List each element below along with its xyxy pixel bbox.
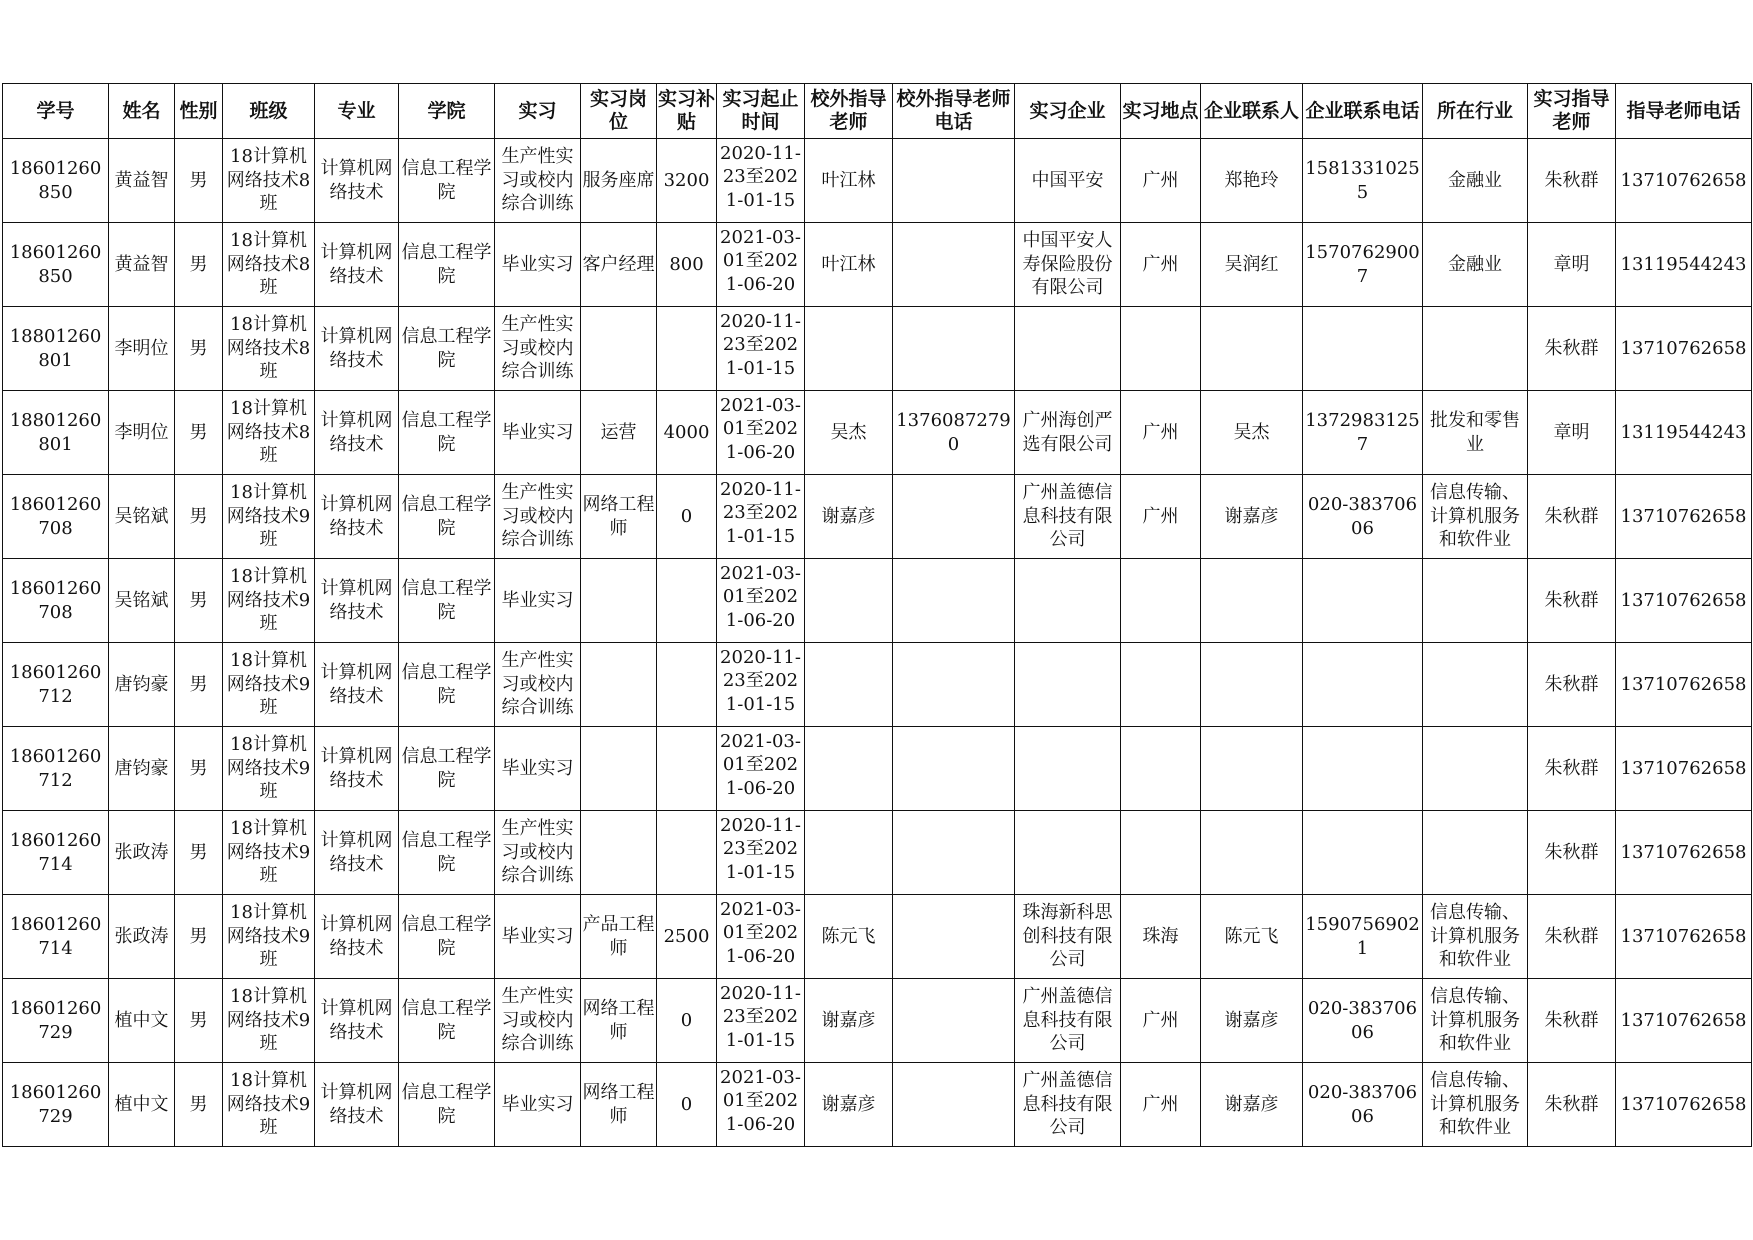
cell-major: 计算机网络技术 <box>315 139 399 223</box>
cell-college: 信息工程学院 <box>399 895 495 979</box>
cell-student-id: 18601260729 <box>3 979 109 1063</box>
cell-tutor: 章明 <box>1528 391 1616 475</box>
cell-subsidy <box>657 811 717 895</box>
cell-gender: 男 <box>175 979 223 1063</box>
cell-internship-type: 生产性实习或校内综合训练 <box>495 475 581 559</box>
cell-internship-type: 生产性实习或校内综合训练 <box>495 811 581 895</box>
cell-external-tutor: 吴杰 <box>805 391 893 475</box>
col-tutor-phone: 指导老师电话 <box>1616 84 1752 139</box>
header-row <box>3 84 1752 139</box>
cell-company-phone <box>1303 307 1423 391</box>
cell-external-tutor-phone <box>893 307 1015 391</box>
cell-college: 信息工程学院 <box>399 727 495 811</box>
cell-name: 黄益智 <box>109 139 175 223</box>
cell-tutor: 朱秋群 <box>1528 643 1616 727</box>
table-row <box>3 307 1752 391</box>
cell-external-tutor-phone <box>893 223 1015 307</box>
col-company-contact: 企业联系人 <box>1201 84 1303 139</box>
period-text: 2020-11-23至2021-01-15 <box>720 478 801 547</box>
period-text: 2020-11-23至2021-01-15 <box>720 310 801 379</box>
cell-subsidy: 800 <box>657 223 717 307</box>
cell-gender: 男 <box>175 307 223 391</box>
table-row <box>3 979 1752 1063</box>
cell-internship-type: 生产性实习或校内综合训练 <box>495 307 581 391</box>
cell-college: 信息工程学院 <box>399 559 495 643</box>
cell-company-contact <box>1201 559 1303 643</box>
cell-name: 张政涛 <box>109 895 175 979</box>
cell-position: 产品工程师 <box>581 895 657 979</box>
cell-name: 李明位 <box>109 391 175 475</box>
table-row <box>3 727 1752 811</box>
cell-gender: 男 <box>175 559 223 643</box>
cell-tutor: 章明 <box>1528 223 1616 307</box>
cell-external-tutor-phone <box>893 643 1015 727</box>
period-text: 2021-03-01至2021-06-20 <box>720 898 801 967</box>
cell-location: 广州 <box>1121 139 1201 223</box>
cell-company-contact: 谢嘉彦 <box>1201 1063 1303 1147</box>
col-external-tutor-phone: 校外指导老师电话 <box>893 84 1015 139</box>
cell-tutor: 朱秋群 <box>1528 559 1616 643</box>
cell-major: 计算机网络技术 <box>315 979 399 1063</box>
period-text: 2020-11-23至2021-01-15 <box>720 814 801 883</box>
cell-location: 广州 <box>1121 1063 1201 1147</box>
col-external-tutor: 校外指导老师 <box>805 84 893 139</box>
cell-tutor-phone: 13710762658 <box>1616 727 1752 811</box>
cell-college: 信息工程学院 <box>399 979 495 1063</box>
cell-tutor-phone: 13710762658 <box>1616 475 1752 559</box>
cell-class: 18计算机网络技术9班 <box>223 727 315 811</box>
cell-industry <box>1423 307 1528 391</box>
cell-major: 计算机网络技术 <box>315 223 399 307</box>
cell-external-tutor: 叶江林 <box>805 139 893 223</box>
cell-location: 广州 <box>1121 391 1201 475</box>
period-text: 2020-11-23至2021-01-15 <box>720 142 801 211</box>
cell-student-id: 18601260714 <box>3 811 109 895</box>
table-row <box>3 223 1752 307</box>
cell-location <box>1121 307 1201 391</box>
cell-major: 计算机网络技术 <box>315 391 399 475</box>
cell-college: 信息工程学院 <box>399 643 495 727</box>
cell-external-tutor <box>805 307 893 391</box>
period-text: 2021-03-01至2021-06-20 <box>720 730 801 799</box>
cell-student-id: 18601260708 <box>3 475 109 559</box>
cell-internship-type: 毕业实习 <box>495 391 581 475</box>
col-major: 专业 <box>315 84 399 139</box>
cell-external-tutor <box>805 811 893 895</box>
cell-gender: 男 <box>175 1063 223 1147</box>
cell-period <box>717 559 805 643</box>
cell-subsidy: 3200 <box>657 139 717 223</box>
cell-external-tutor-phone <box>893 895 1015 979</box>
table-row <box>3 811 1752 895</box>
cell-subsidy: 4000 <box>657 391 717 475</box>
cell-position <box>581 727 657 811</box>
cell-company-contact <box>1201 307 1303 391</box>
cell-external-tutor-phone <box>893 979 1015 1063</box>
cell-student-id: 18601260712 <box>3 643 109 727</box>
cell-external-tutor-phone <box>893 139 1015 223</box>
cell-company-phone <box>1303 727 1423 811</box>
cell-internship-type: 毕业实习 <box>495 1063 581 1147</box>
col-position: 实习岗位 <box>581 84 657 139</box>
cell-company-phone: 020-38370606 <box>1303 1063 1423 1147</box>
cell-company-phone: 020-38370606 <box>1303 979 1423 1063</box>
cell-location: 广州 <box>1121 223 1201 307</box>
cell-internship-type: 生产性实习或校内综合训练 <box>495 643 581 727</box>
cell-tutor: 朱秋群 <box>1528 727 1616 811</box>
cell-external-tutor <box>805 643 893 727</box>
cell-gender: 男 <box>175 727 223 811</box>
cell-period <box>717 475 805 559</box>
period-text: 2021-03-01至2021-06-20 <box>720 1066 801 1135</box>
cell-name: 张政涛 <box>109 811 175 895</box>
cell-college: 信息工程学院 <box>399 307 495 391</box>
cell-tutor-phone: 13119544243 <box>1616 391 1752 475</box>
cell-major: 计算机网络技术 <box>315 1063 399 1147</box>
cell-external-tutor-phone <box>893 475 1015 559</box>
cell-company-phone <box>1303 643 1423 727</box>
cell-subsidy <box>657 727 717 811</box>
cell-period <box>717 643 805 727</box>
cell-company-phone: 15813310255 <box>1303 139 1423 223</box>
cell-company-contact <box>1201 727 1303 811</box>
cell-tutor: 朱秋群 <box>1528 811 1616 895</box>
cell-major: 计算机网络技术 <box>315 727 399 811</box>
cell-location: 广州 <box>1121 979 1201 1063</box>
cell-position: 网络工程师 <box>581 475 657 559</box>
col-period: 实习起止时间 <box>717 84 805 139</box>
cell-name: 植中文 <box>109 979 175 1063</box>
cell-location: 广州 <box>1121 475 1201 559</box>
cell-class: 18计算机网络技术9班 <box>223 811 315 895</box>
cell-position <box>581 643 657 727</box>
cell-company-contact: 吴杰 <box>1201 391 1303 475</box>
cell-college: 信息工程学院 <box>399 475 495 559</box>
cell-student-id: 18601260712 <box>3 727 109 811</box>
cell-internship-type: 生产性实习或校内综合训练 <box>495 979 581 1063</box>
cell-location <box>1121 643 1201 727</box>
cell-class: 18计算机网络技术9班 <box>223 643 315 727</box>
col-subsidy: 实习补贴 <box>657 84 717 139</box>
col-industry: 所在行业 <box>1423 84 1528 139</box>
cell-position: 客户经理 <box>581 223 657 307</box>
cell-external-tutor-phone <box>893 559 1015 643</box>
col-college: 学院 <box>399 84 495 139</box>
cell-tutor-phone: 13710762658 <box>1616 139 1752 223</box>
cell-external-tutor: 谢嘉彦 <box>805 1063 893 1147</box>
cell-company <box>1015 727 1121 811</box>
cell-class: 18计算机网络技术9班 <box>223 979 315 1063</box>
col-tutor: 实习指导老师 <box>1528 84 1616 139</box>
cell-period <box>717 811 805 895</box>
cell-external-tutor: 谢嘉彦 <box>805 979 893 1063</box>
cell-subsidy <box>657 307 717 391</box>
cell-major: 计算机网络技术 <box>315 811 399 895</box>
cell-major: 计算机网络技术 <box>315 559 399 643</box>
cell-class: 18计算机网络技术8班 <box>223 307 315 391</box>
cell-industry <box>1423 727 1528 811</box>
cell-tutor-phone: 13710762658 <box>1616 979 1752 1063</box>
cell-company-contact <box>1201 643 1303 727</box>
cell-gender: 男 <box>175 811 223 895</box>
cell-company <box>1015 307 1121 391</box>
cell-internship-type: 生产性实习或校内综合训练 <box>495 139 581 223</box>
cell-subsidy: 2500 <box>657 895 717 979</box>
table-row <box>3 139 1752 223</box>
cell-name: 吴铭斌 <box>109 475 175 559</box>
cell-name: 唐钧豪 <box>109 727 175 811</box>
cell-external-tutor-phone <box>893 1063 1015 1147</box>
cell-company-phone: 15707629007 <box>1303 223 1423 307</box>
table-row <box>3 475 1752 559</box>
cell-position: 网络工程师 <box>581 1063 657 1147</box>
cell-gender: 男 <box>175 643 223 727</box>
cell-industry <box>1423 811 1528 895</box>
cell-company-contact: 郑艳玲 <box>1201 139 1303 223</box>
table-row <box>3 391 1752 475</box>
cell-student-id: 18601260729 <box>3 1063 109 1147</box>
cell-major: 计算机网络技术 <box>315 895 399 979</box>
cell-position: 网络工程师 <box>581 979 657 1063</box>
cell-period <box>717 139 805 223</box>
cell-industry: 信息传输、计算机服务和软件业 <box>1423 1063 1528 1147</box>
cell-external-tutor-phone: 13760872790 <box>893 391 1015 475</box>
col-internship-type: 实习 <box>495 84 581 139</box>
cell-period <box>717 391 805 475</box>
cell-name: 黄益智 <box>109 223 175 307</box>
cell-internship-type: 毕业实习 <box>495 895 581 979</box>
cell-class: 18计算机网络技术8班 <box>223 223 315 307</box>
cell-location <box>1121 811 1201 895</box>
cell-company-contact: 陈元飞 <box>1201 895 1303 979</box>
cell-company-phone <box>1303 811 1423 895</box>
cell-industry: 信息传输、计算机服务和软件业 <box>1423 475 1528 559</box>
cell-tutor: 朱秋群 <box>1528 979 1616 1063</box>
cell-industry: 信息传输、计算机服务和软件业 <box>1423 979 1528 1063</box>
cell-company: 中国平安人寿保险股份有限公司 <box>1015 223 1121 307</box>
period-text: 2020-11-23至2021-01-15 <box>720 982 801 1051</box>
cell-period <box>717 1063 805 1147</box>
cell-student-id: 18801260801 <box>3 391 109 475</box>
cell-tutor-phone: 13710762658 <box>1616 1063 1752 1147</box>
period-text: 2020-11-23至2021-01-15 <box>720 646 801 715</box>
cell-industry: 批发和零售业 <box>1423 391 1528 475</box>
cell-tutor-phone: 13710762658 <box>1616 895 1752 979</box>
cell-position <box>581 559 657 643</box>
cell-college: 信息工程学院 <box>399 223 495 307</box>
cell-internship-type: 毕业实习 <box>495 727 581 811</box>
cell-tutor-phone: 13710762658 <box>1616 559 1752 643</box>
cell-class: 18计算机网络技术9班 <box>223 559 315 643</box>
cell-company: 广州盖德信息科技有限公司 <box>1015 979 1121 1063</box>
cell-tutor: 朱秋群 <box>1528 139 1616 223</box>
cell-period <box>717 979 805 1063</box>
cell-company <box>1015 643 1121 727</box>
col-name: 姓名 <box>109 84 175 139</box>
internship-table <box>2 83 1752 1147</box>
cell-company-contact: 谢嘉彦 <box>1201 475 1303 559</box>
cell-student-id: 18801260801 <box>3 307 109 391</box>
cell-college: 信息工程学院 <box>399 139 495 223</box>
cell-gender: 男 <box>175 223 223 307</box>
cell-location: 珠海 <box>1121 895 1201 979</box>
cell-external-tutor <box>805 559 893 643</box>
table-body <box>3 139 1752 1147</box>
cell-gender: 男 <box>175 895 223 979</box>
cell-college: 信息工程学院 <box>399 391 495 475</box>
cell-gender: 男 <box>175 391 223 475</box>
cell-major: 计算机网络技术 <box>315 643 399 727</box>
cell-company: 广州盖德信息科技有限公司 <box>1015 475 1121 559</box>
table-row <box>3 643 1752 727</box>
cell-student-id: 18601260850 <box>3 223 109 307</box>
cell-class: 18计算机网络技术9班 <box>223 1063 315 1147</box>
cell-location <box>1121 559 1201 643</box>
cell-student-id: 18601260708 <box>3 559 109 643</box>
cell-industry: 金融业 <box>1423 139 1528 223</box>
col-gender: 性别 <box>175 84 223 139</box>
cell-class: 18计算机网络技术8班 <box>223 139 315 223</box>
cell-industry <box>1423 643 1528 727</box>
cell-position <box>581 811 657 895</box>
cell-tutor: 朱秋群 <box>1528 1063 1616 1147</box>
period-text: 2021-03-01至2021-06-20 <box>720 562 801 631</box>
cell-tutor-phone: 13710762658 <box>1616 811 1752 895</box>
cell-external-tutor-phone <box>893 811 1015 895</box>
cell-location <box>1121 727 1201 811</box>
cell-position: 运营 <box>581 391 657 475</box>
cell-student-id: 18601260714 <box>3 895 109 979</box>
cell-tutor-phone: 13710762658 <box>1616 643 1752 727</box>
cell-subsidy <box>657 643 717 727</box>
cell-company: 广州海创严选有限公司 <box>1015 391 1121 475</box>
cell-external-tutor-phone <box>893 727 1015 811</box>
cell-company-contact: 吴润红 <box>1201 223 1303 307</box>
cell-period <box>717 223 805 307</box>
cell-position: 服务座席 <box>581 139 657 223</box>
cell-company: 广州盖德信息科技有限公司 <box>1015 1063 1121 1147</box>
cell-company-phone: 15907569021 <box>1303 895 1423 979</box>
col-location: 实习地点 <box>1121 84 1201 139</box>
cell-company <box>1015 559 1121 643</box>
period-text: 2021-03-01至2021-06-20 <box>720 226 801 295</box>
cell-major: 计算机网络技术 <box>315 307 399 391</box>
col-class: 班级 <box>223 84 315 139</box>
cell-gender: 男 <box>175 139 223 223</box>
cell-name: 植中文 <box>109 1063 175 1147</box>
cell-company-contact <box>1201 811 1303 895</box>
cell-company <box>1015 811 1121 895</box>
cell-tutor: 朱秋群 <box>1528 895 1616 979</box>
cell-period <box>717 727 805 811</box>
cell-tutor-phone: 13710762658 <box>1616 307 1752 391</box>
cell-major: 计算机网络技术 <box>315 475 399 559</box>
cell-company-phone <box>1303 559 1423 643</box>
table-row <box>3 895 1752 979</box>
cell-tutor: 朱秋群 <box>1528 475 1616 559</box>
cell-college: 信息工程学院 <box>399 1063 495 1147</box>
cell-external-tutor <box>805 727 893 811</box>
cell-name: 唐钧豪 <box>109 643 175 727</box>
cell-class: 18计算机网络技术9班 <box>223 475 315 559</box>
cell-company: 珠海新科思创科技有限公司 <box>1015 895 1121 979</box>
cell-company: 中国平安 <box>1015 139 1121 223</box>
col-student-id: 学号 <box>3 84 109 139</box>
col-company: 实习企业 <box>1015 84 1121 139</box>
cell-company-phone: 020-38370606 <box>1303 475 1423 559</box>
cell-student-id: 18601260850 <box>3 139 109 223</box>
cell-external-tutor: 谢嘉彦 <box>805 475 893 559</box>
cell-industry <box>1423 559 1528 643</box>
cell-tutor-phone: 13119544243 <box>1616 223 1752 307</box>
col-company-phone: 企业联系电话 <box>1303 84 1423 139</box>
period-text: 2021-03-01至2021-06-20 <box>720 394 801 463</box>
table-row <box>3 559 1752 643</box>
cell-internship-type: 毕业实习 <box>495 223 581 307</box>
cell-name: 李明位 <box>109 307 175 391</box>
cell-subsidy <box>657 559 717 643</box>
cell-subsidy: 0 <box>657 475 717 559</box>
cell-company-phone: 13729831257 <box>1303 391 1423 475</box>
cell-company-contact: 谢嘉彦 <box>1201 979 1303 1063</box>
cell-subsidy: 0 <box>657 979 717 1063</box>
cell-college: 信息工程学院 <box>399 811 495 895</box>
cell-subsidy: 0 <box>657 1063 717 1147</box>
cell-internship-type: 毕业实习 <box>495 559 581 643</box>
cell-period <box>717 307 805 391</box>
cell-external-tutor: 陈元飞 <box>805 895 893 979</box>
cell-position <box>581 307 657 391</box>
cell-period <box>717 895 805 979</box>
table-row <box>3 1063 1752 1147</box>
cell-industry: 信息传输、计算机服务和软件业 <box>1423 895 1528 979</box>
cell-industry: 金融业 <box>1423 223 1528 307</box>
cell-tutor: 朱秋群 <box>1528 307 1616 391</box>
cell-external-tutor: 叶江林 <box>805 223 893 307</box>
cell-name: 吴铭斌 <box>109 559 175 643</box>
cell-class: 18计算机网络技术9班 <box>223 895 315 979</box>
cell-gender: 男 <box>175 475 223 559</box>
cell-class: 18计算机网络技术8班 <box>223 391 315 475</box>
